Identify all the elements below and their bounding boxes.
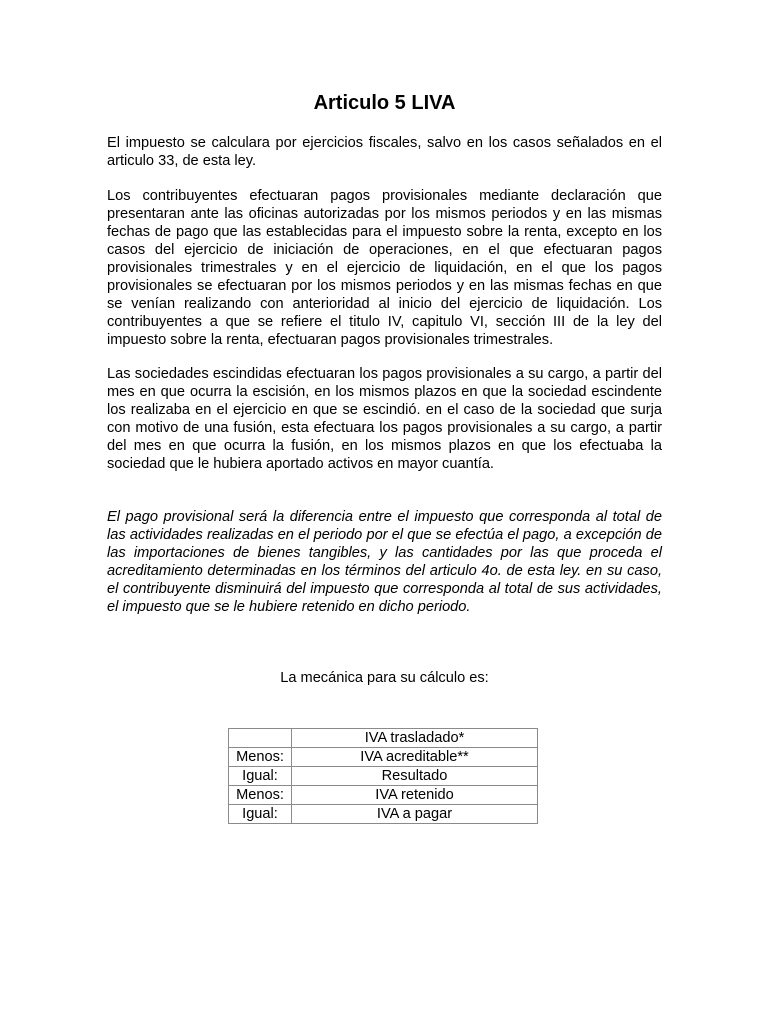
table-row: [229, 805, 538, 824]
document-title: Articulo 5 LIVA: [313, 92, 456, 114]
table-row: [229, 729, 538, 748]
paragraph-1: El impuesto se calculara por ejercicios fiscales, salvo en los casos señalados en el articulo 33, de esta ley.: [107, 135, 662, 169]
concept-cell: IVA trasladado*: [292, 729, 538, 748]
table-row: [229, 786, 538, 805]
concept-cell: Resultado: [292, 767, 538, 786]
operator-cell: [229, 729, 292, 748]
operator-cell: Igual:: [229, 767, 292, 786]
operator-cell: Igual:: [229, 805, 292, 824]
calculation-table: [228, 728, 538, 824]
paragraph-2: Los contribuyentes efectuaran pagos provisionales mediante declaración que presentaran ante las oficinas autorizadas por los mismos periodos y en las mismas fechas de pago que las establecidas para el impuesto sobre la renta, excepto en los casos del ejercicio de iniciación de operaciones, en el que efectuaran pagos provisionales trimestrales y en el ejercicio de liquidación, en el que los pagos provisionales se efectuaran por los mismos periodos y en las mismas fechas en que se venían realizando con anterioridad al inicio del ejercicio de liquidación. Los contribuyentes a que se refiere el titulo IV, capitulo VI, sección III de la ley del impuesto sobre la renta, efectuaran pagos provisionales trimestrales.: [107, 188, 662, 348]
operator-cell: Menos:: [229, 786, 292, 805]
calculation-intro: La mecánica para su cálculo es:: [280, 670, 489, 686]
operator-cell: Menos:: [229, 748, 292, 767]
concept-cell: IVA acreditable**: [292, 748, 538, 767]
table-row: [229, 748, 538, 767]
concept-cell: IVA retenido: [292, 786, 538, 805]
concept-cell: IVA a pagar: [292, 805, 538, 824]
paragraph-3: Las sociedades escindidas efectuaran los pagos provisionales a su cargo, a partir del mes en que ocurra la escisión, en los mismos plazos en que la sociedad escindente los realizaba en el ejercicio en que se escindió. en el caso de la sociedad que surja con motivo de una fusión, esta efectuara los pagos provisionales a su cargo, a partir del mes en que ocurra la fusión, en los mismos plazos en que los efectuaba la sociedad que le hubiera aportado activos en mayor cuantía.: [107, 366, 662, 472]
paragraph-4: El pago provisional será la diferencia entre el impuesto que corresponda al total de las actividades realizadas en el periodo por el que se efectúa el pago, a excepción de las importaciones de bienes tangibles, y las cantidades por las que proceda el acreditamiento determinadas en los términos del articulo 4o. de esta ley. en su caso, el contribuyente disminuirá del impuesto que corresponda al total de sus actividades, el impuesto que se le hubiere retenido en dicho periodo.: [107, 509, 662, 615]
table-row: [229, 767, 538, 786]
